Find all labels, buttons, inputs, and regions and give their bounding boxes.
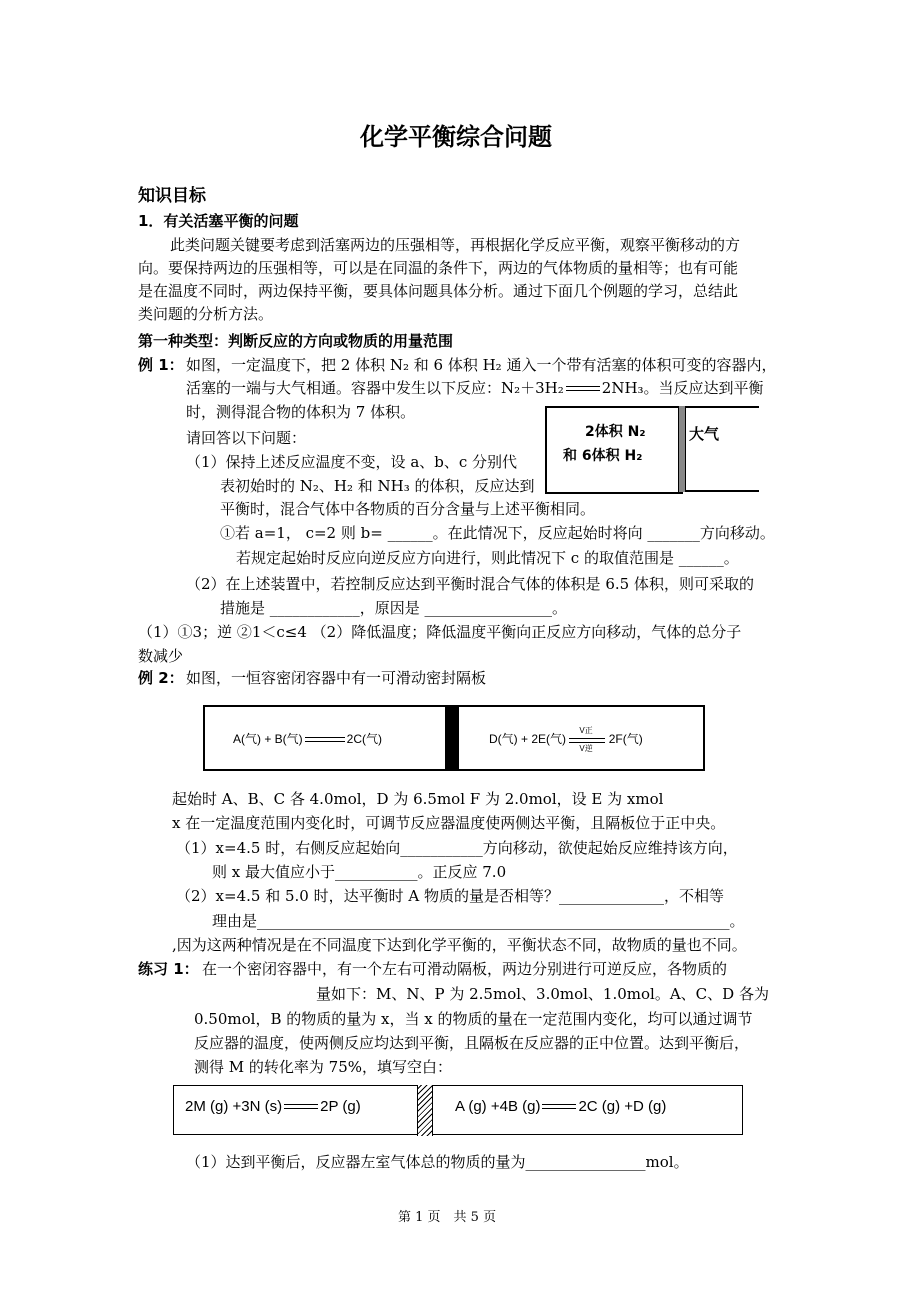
figure-atmosphere-label: 大气: [689, 425, 720, 443]
example-1-line: ①若 a=1， c=2 则 b= ______。在此情况下，反应起始时将向 _______方向移动。: [220, 524, 775, 542]
practice-1-line: 在一个密闭容器中，有一个左右可滑动隔板，两边分别进行可逆反应，各物质的: [202, 960, 728, 978]
section-heading: 知识目标: [138, 186, 206, 206]
example-1-line: 时，测得混合物的体积为 7 体积。: [186, 403, 416, 421]
example-2-line: x 在一定温度范围内变化时，可调节反应器温度使两侧达平衡，且隔板位于正中央。: [172, 814, 726, 832]
example-2-line: 起始时 A、B、C 各 4.0mol，D 为 6.5mol F 为 2.0mol，设 E 为 xmol: [172, 790, 664, 808]
intro-line: 此类问题关键要考虑到活塞两边的压强相等，再根据化学反应平衡，观察平衡移动的方: [170, 236, 741, 254]
page-title: 化学平衡综合问题: [360, 123, 552, 151]
page-footer: 第 1 页 共 5 页: [398, 1210, 497, 1225]
practice-1-line: 量如下：M、N、P 为 2.5mol、3.0mol、1.0mol。A、C、D 各为: [316, 985, 769, 1003]
partition: [445, 705, 459, 771]
figure-gas-label: 2体积 N₂: [585, 424, 646, 440]
example-2-line: （1）x=4.5 时，右侧反应起始向___________方向移动，欲使起始反应维持该方向，: [176, 839, 738, 857]
partition-figure: [203, 705, 705, 771]
example-1-line: 若规定起始时反应向逆反应方向进行，则此情况下 c 的取值范围是 ______。: [236, 549, 739, 567]
right-reaction: A (g) +4B (g) 2C (g) +D (g): [455, 1098, 667, 1115]
left-reaction: A(气) + B(气) 2C(气): [233, 732, 383, 746]
example-1-line: 措施是 ____________，原因是 _________________。: [220, 599, 568, 617]
example-1-line: （2）在上述装置中，若控制反应达到平衡时混合气体的体积是 6.5 体积，则可采取的: [186, 575, 754, 593]
example-1-line: （1）保持上述反应温度不变，设 a、b、c 分别代: [186, 453, 518, 471]
equilibrium-arrow-icon: [542, 1103, 576, 1111]
figure-gas-label: 和 6体积 H₂: [563, 448, 643, 464]
piston: [678, 406, 686, 492]
example-2-line: 理由是_______________________________________________________________。: [212, 912, 745, 930]
intro-line: 向。要保持两边的压强相等，可以是在同温的条件下，两边的气体物质的量相等；也有可能: [138, 259, 739, 277]
answer-line: 数减少: [138, 647, 184, 665]
practice-1-line: 0.50mol，B 的物质的量为 x，当 x 的物质的量在一定范围内变化，均可以通过调节: [194, 1010, 753, 1028]
answer-line: （1）①3；逆 ②1＜c≤4 （2）降低温度；降低温度平衡向正反应方向移动，气体的总分子: [138, 623, 742, 641]
example-1-line: 表初始时的 N₂、H₂ 和 NH₃ 的体积，反应达到: [220, 477, 535, 495]
container-figure: [173, 1085, 745, 1137]
left-reaction: 2M (g) +3N (s) 2P (g): [185, 1098, 361, 1115]
example-1-line: [186, 378, 764, 398]
equilibrium-arrow-icon: [566, 385, 600, 393]
practice-1-line: 测得 M 的转化率为 75%，填写空白：: [194, 1058, 453, 1076]
example-1-line: 请回答以下问题：: [186, 429, 307, 447]
example-1-line: 如图，一定温度下，把 2 体积 N₂ 和 6 体积 H₂ 通入一个带有活塞的体积可变的容器内，: [186, 356, 777, 374]
equilibrium-arrow-icon: [284, 1103, 318, 1111]
example-1-line: 平衡时，混合气体中各物质的百分含量与上述平衡相同。: [220, 500, 596, 518]
piston-figure: [545, 406, 759, 492]
equation-right: 2NH₃。当反应达到平衡: [601, 379, 764, 397]
practice-1-label: 练习 1：: [138, 960, 199, 978]
practice-1-line: 反应器的温度，使两侧反应均达到平衡，且隔板在反应器的正中位置。达到平衡后，: [194, 1034, 750, 1052]
example-2-line: （2）x=4.5 和 5.0 时，达平衡时 A 物质的量是否相等？______________，不相等: [176, 887, 724, 905]
type-heading: 第一种类型：判断反应的方向或物质的用量范围: [138, 332, 454, 350]
subsection-heading: 1．有关活塞平衡的问题: [138, 212, 299, 230]
partition: [417, 1085, 433, 1136]
example-2-line: 如图，一恒容密闭容器中有一可滑动密封隔板: [186, 669, 487, 687]
equation-left: 活塞的一端与大气相通。容器中发生以下反应：N₂＋3H₂: [186, 379, 564, 397]
example-1-label: 例 1：: [138, 356, 184, 374]
right-reaction: D(气) + 2E(气) V正 V逆 2F(气): [489, 725, 643, 753]
example-2-answer: ,因为这两种情况是在不同温度下达到化学平衡的，平衡状态不同，故物质的量也不同。: [172, 936, 747, 954]
intro-line: 是在温度不同时，两边保持平衡，要具体问题具体分析。通过下面几个例题的学习，总结此: [138, 282, 739, 300]
practice-1-question: （1）达到平衡后，反应器左室气体总的物质的量为________________mol。: [186, 1153, 689, 1171]
example-2-line: 则 x 最大值应小于___________。正反应 7.0: [212, 863, 507, 881]
intro-line: 类问题的分析方法。: [138, 305, 274, 323]
example-2-label: 例 2：: [138, 669, 184, 687]
equilibrium-arrow-icon: [305, 736, 345, 744]
